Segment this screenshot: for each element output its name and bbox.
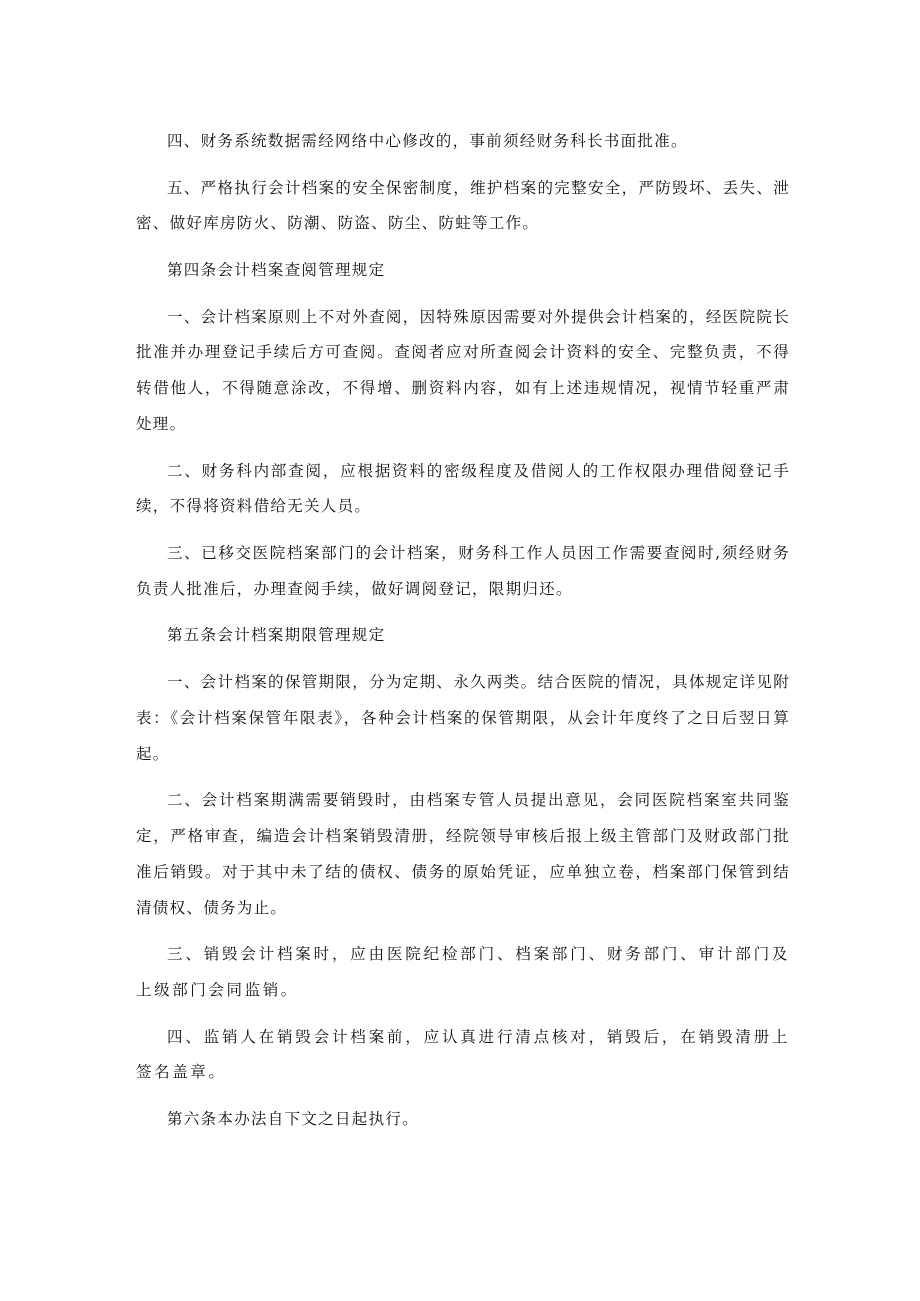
article-4-heading: 第四条会计档案查阅管理规定	[167, 260, 386, 279]
paragraph-article4-item-3: 三、已移交医院档案部门的会计档案，财务科工作人员因工作需要查阅时,须经财务负责人批准后，办理查阅手续，做好调阅登记，限期归还。	[136, 543, 790, 598]
paragraph-article5-item-1: 一、会计档案的保管期限，分为定期、永久两类。结合医院的情况，具体规定详见附表：《会计档案保管年限表》，各种会计档案的保管期限，从会计年度终了之日后翌日算起。	[136, 672, 790, 763]
paragraph-article4-item-2: 二、财务科内部查阅，应根据资料的密级程度及借阅人的工作权限办理借阅登记手续，不得将资料借给无关人员。	[136, 461, 790, 516]
article-5-heading: 第五条会计档案期限管理规定	[167, 626, 386, 645]
paragraph-item-5-security-confidentiality: 五、严格执行会计档案的安全保密制度，维护档案的完整安全，严防毁坏、丢失、泄密、做好库房防火、防潮、防盗、防尘、防蛀等工作。	[136, 178, 790, 233]
paragraph-article5-item-4: 四、监销人在销毁会计档案前，应认真进行清点核对，销毁后，在销毁清册上签名盖章。	[136, 1027, 790, 1082]
paragraph-article5-item-3: 三、销毁会计档案时，应由医院纪检部门、档案部门、财务部门、审计部门及上级部门会同监销。	[136, 945, 790, 999]
paragraph-item-4-network-modification: 四、财务系统数据需经网络中心修改的，事前须经财务科长书面批准。	[167, 132, 688, 150]
document-body	[136, 124, 790, 1148]
paragraph-article5-item-2: 二、会计档案期满需要销毁时，由档案专管人员提出意见，会同医院档案室共同鉴定，严格审查，编造会计档案销毁清册，经院领导审核后报上级主管部门及财政部门批准后销毁。对于其中未了结的债权、债务的原始凭证，应单独立卷，档案部门保管到结清债权、债务为止。	[136, 791, 790, 917]
paragraph-article4-item-1: 一、会计档案原则上不对外查阅，因特殊原因需要对外提供会计档案的，经医院院长批准并办理登记手续后方可查阅。查阅者应对所查阅会计资料的安全、完整负责，不得转借他人，不得随意涂改，不得增、删资料内容，如有上述违规情况，视情节轻重严肃处理。	[136, 307, 790, 433]
article-6-heading: 第六条本办法自下文之日起执行。	[167, 1109, 420, 1128]
